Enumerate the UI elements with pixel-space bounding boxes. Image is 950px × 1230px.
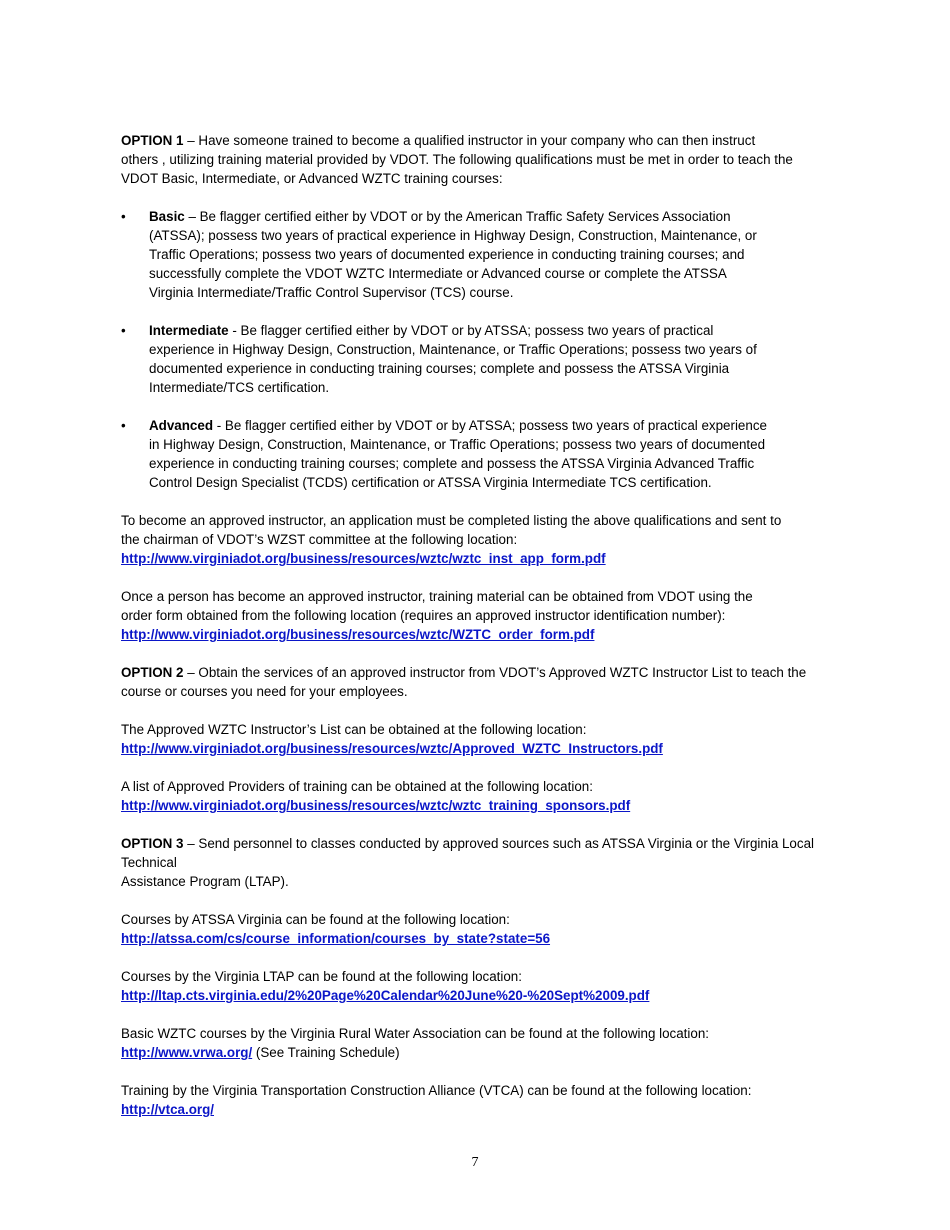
list-item	[121, 416, 771, 492]
option1-label: OPTION 1	[121, 133, 184, 148]
vrwa-paragraph	[121, 1024, 841, 1062]
providers-paragraph	[121, 777, 841, 815]
instructor-list-text: The Approved WZTC Instructor’s List can be obtained at the following location:	[121, 722, 587, 737]
option3-text-continued: Assistance Program (LTAP).	[121, 874, 289, 889]
bullet-icon: •	[121, 209, 126, 224]
vrwa-link[interactable]: http://www.vrwa.org/	[121, 1045, 253, 1060]
vrwa-text: Basic WZTC courses by the Virginia Rural Water Association can be found at the following location:	[121, 1026, 709, 1041]
vtca-text: Training by the Virginia Transportation Construction Alliance (VTCA) can be found at the following location:	[121, 1083, 752, 1098]
option3-text: – Send personnel to classes conducted by approved sources such as ATSSA Virginia or the Virginia Local Technical	[121, 836, 814, 870]
list-item-text: - Be flagger certified either by VDOT or by ATSSA; possess two years of practical experience in Highway Design, Construction, Maintenance, or Traffic Operations; possess two years of documented experience in conducting training courses; complete and possess the ATSSA Virginia Advanced Traffic Control Design Specialist (TCDS) certification or ATSSA Virginia Intermediate TCS certification.	[149, 418, 767, 490]
ltap-link[interactable]: http://ltap.cts.virginia.edu/2%20Page%20Calendar%20June%20-%20Sept%2009.pdf	[121, 988, 650, 1003]
vtca-link[interactable]: http://vtca.org/	[121, 1102, 214, 1117]
option2-label: OPTION 2	[121, 665, 184, 680]
vrwa-suffix: (See Training Schedule)	[252, 1045, 400, 1060]
order-form-text: Once a person has become an approved instructor, training material can be obtained from VDOT using the order form obtained from the following location (requires an approved instructor identification number):	[121, 589, 753, 623]
page-number: 7	[471, 1155, 479, 1170]
option2-text: – Obtain the services of an approved instructor from VDOT’s Approved WZTC Instructor List to teach the course or courses you need for your employees.	[121, 665, 807, 699]
ltap-paragraph	[121, 967, 841, 1005]
providers-text: A list of Approved Providers of training can be obtained at the following location:	[121, 779, 593, 794]
document-body	[121, 131, 841, 1138]
instructor-application-link[interactable]: http://www.virginiadot.org/business/resources/wztc/wztc_inst_app_form.pdf	[121, 551, 606, 566]
option1-paragraph	[121, 131, 796, 188]
vtca-paragraph	[121, 1081, 841, 1119]
option3-paragraph	[121, 834, 841, 891]
providers-link[interactable]: http://www.virginiadot.org/business/resources/wztc/wztc_training_sponsors.pdf	[121, 798, 631, 813]
atssa-text: Courses by ATSSA Virginia can be found at the following location:	[121, 912, 510, 927]
atssa-paragraph	[121, 910, 841, 948]
bullet-icon: •	[121, 418, 126, 433]
instructor-application-text: To become an approved instructor, an application must be completed listing the above qualifications and sent to the chairman of VDOT’s WZST committee at the following location:	[121, 513, 782, 547]
qualification-list	[121, 207, 771, 492]
option3-label: OPTION 3	[121, 836, 184, 851]
list-item-term: Advanced	[149, 418, 213, 433]
ltap-text: Courses by the Virginia LTAP can be found at the following location:	[121, 969, 522, 984]
list-item-text: – Be flagger certified either by VDOT or by the American Traffic Safety Services Association (ATSSA); possess two years of practical experience in Highway Design, Construction, Maintenance, or Traffic Operations; possess two years of documented experience in conducting training courses; and successfully complete the VDOT WZTC Intermediate or Advanced course or complete the ATSSA Virginia Intermediate/Traffic Control Supervisor (TCS) course.	[149, 209, 757, 300]
atssa-link[interactable]: http://atssa.com/cs/course_information/courses_by_state?state=56	[121, 931, 551, 946]
list-item-term: Basic	[149, 209, 185, 224]
instructor-application-paragraph	[121, 511, 786, 568]
instructor-list-link[interactable]: http://www.virginiadot.org/business/resources/wztc/Approved_WZTC_Instructors.pdf	[121, 741, 663, 756]
order-form-link[interactable]: http://www.virginiadot.org/business/resources/wztc/WZTC_order_form.pdf	[121, 627, 595, 642]
list-item-text: - Be flagger certified either by VDOT or by ATSSA; possess two years of practical experience in Highway Design, Construction, Maintenance, or Traffic Operations; possess two years of documented experience in conducting training courses; complete and possess the ATSSA Virginia Intermediate/TCS certification.	[149, 323, 757, 395]
option1-text: – Have someone trained to become a qualified instructor in your company who can then instruct others , utilizing training material provided by VDOT. The following qualifications must be met in order to teach the VDOT Basic, Intermediate, or Advanced WZTC training courses:	[121, 133, 793, 186]
list-item-term: Intermediate	[149, 323, 229, 338]
bullet-icon: •	[121, 323, 126, 338]
option2-paragraph	[121, 663, 821, 701]
list-item	[121, 321, 771, 397]
list-item	[121, 207, 771, 302]
instructor-list-paragraph	[121, 720, 841, 758]
order-form-paragraph	[121, 587, 766, 644]
